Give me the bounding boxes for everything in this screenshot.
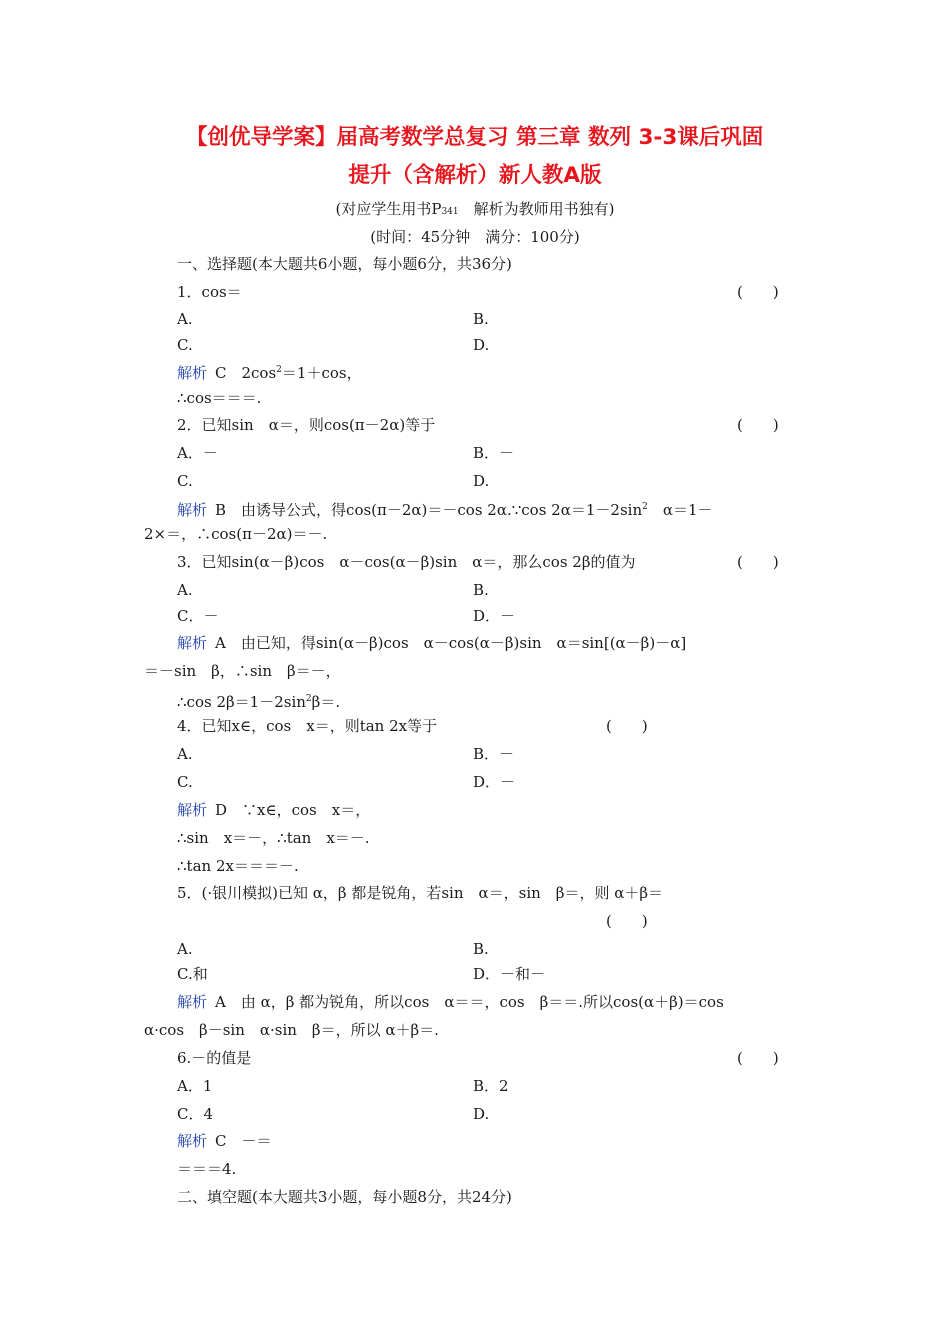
q5-analysis-line-1: 解析 A 由 α，β 都为锐角，所以cos α＝＝，cos β＝＝.所以cos(α＋β)＝cos bbox=[177, 993, 724, 1011]
q2-option-c: C. bbox=[177, 472, 193, 490]
q1-option-b: B. bbox=[473, 310, 489, 328]
q4-option-d: D．－ bbox=[473, 773, 516, 791]
document-title-line-2: 提升（含解析）新人教A版 bbox=[348, 163, 602, 188]
q2-option-b: B．－ bbox=[473, 444, 515, 462]
usage-note: (对应学生用书P341 解析为教师用书独有) bbox=[335, 200, 615, 218]
q6-option-b: B．2 bbox=[473, 1077, 509, 1095]
q4-answer-bracket: ( ) bbox=[606, 717, 648, 735]
q4-analysis-line-1: 解析 D ∵x∈，cos x＝， bbox=[177, 801, 371, 819]
q6-analysis-line-2: ＝＝＝4. bbox=[177, 1160, 237, 1178]
q3-analysis-line-3: ∴cos $2\beta=1-2\sin^2\beta=$. bbox=[177, 693, 341, 711]
q3-option-b: B. bbox=[473, 581, 489, 599]
time-note: (时间：45分钟 满分：100分) bbox=[370, 228, 580, 246]
q6-analysis-line-1: 解析 C －＝ bbox=[177, 1132, 272, 1150]
q1-option-c: C. bbox=[177, 336, 193, 354]
q3-analysis-line-1: 解析 A 由已知，得sin(α－β)cos α－cos(α－β)sin α＝sin[(α－β)－α] bbox=[177, 634, 687, 652]
q2-analysis-line-2: 2×＝，∴cos(π－2α)＝－. bbox=[144, 525, 328, 543]
q6-stem: 6.－的值是 bbox=[177, 1049, 252, 1067]
q3-option-d: D．－ bbox=[473, 607, 516, 625]
q2-stem: 2．已知sin α＝，则cos(π－2α)等于 bbox=[177, 416, 436, 434]
section-1-heading: 一、选择题(本大题共6小题，每小题6分，共36分) bbox=[177, 255, 512, 273]
q6-option-c: C．4 bbox=[177, 1105, 214, 1123]
q5-option-b: B. bbox=[473, 940, 489, 958]
q6-answer-bracket: ( ) bbox=[737, 1049, 779, 1067]
q5-option-c: C.和 bbox=[177, 965, 208, 983]
q3-answer-bracket: ( ) bbox=[737, 553, 779, 571]
q5-analysis-line-2: α·cos β－sin α·sin β＝，所以 α＋β＝. bbox=[144, 1021, 439, 1039]
q1-option-d: D. bbox=[473, 336, 490, 354]
q1-answer-bracket: ( ) bbox=[737, 283, 779, 301]
q4-analysis-line-3: ∴tan 2x＝＝＝－. bbox=[177, 857, 299, 875]
q1-analysis-line-1: 解析 C $2\cos^2=1+\cos$， bbox=[177, 364, 362, 382]
section-2-heading: 二、填空题(本大题共3小题，每小题8分，共24分) bbox=[177, 1188, 512, 1206]
q1-analysis-line-2: ∴cos＝＝＝. bbox=[177, 389, 262, 407]
q5-option-d: D．－和－ bbox=[473, 965, 546, 983]
q4-analysis-line-2: ∴sin x＝－，∴tan x＝－. bbox=[177, 829, 370, 847]
document-title-line-1: 【创优导学案】届高考数学总复习 第三章 数列 3-3课后巩固 bbox=[186, 125, 764, 150]
q1-stem: 1．cos＝ bbox=[177, 283, 242, 301]
q5-option-a: A. bbox=[177, 940, 193, 958]
q5-stem: 5．(·银川模拟)已知 α，β 都是锐角，若sin α＝，sin β＝，则 α＋β＝ bbox=[177, 884, 664, 902]
q3-option-a: A. bbox=[177, 581, 193, 599]
q4-option-c: C. bbox=[177, 773, 193, 791]
q2-answer-bracket: ( ) bbox=[737, 416, 779, 434]
q6-option-d: D. bbox=[473, 1105, 490, 1123]
q5-answer-bracket: ( ) bbox=[606, 912, 648, 930]
q2-analysis-line-1: 解析 B 由诱导公式，得cos(π－2α)＝－cos 2α.∵cos $2\alpha=1-2\sin^2$ α＝1－ bbox=[177, 501, 713, 519]
q2-option-d: D. bbox=[473, 472, 490, 490]
q3-analysis-line-2: ＝－sin β，∴sin β＝－， bbox=[144, 662, 341, 680]
q4-stem: 4．已知x∈，cos x＝，则tan 2x等于 bbox=[177, 717, 438, 735]
q2-option-a: A．－ bbox=[177, 444, 218, 462]
q6-option-a: A．1 bbox=[177, 1077, 213, 1095]
q3-stem: 3．已知sin(α－β)cos α－cos(α－β)sin α＝，那么cos 2β的值为 bbox=[177, 553, 636, 571]
q3-option-c: C．－ bbox=[177, 607, 219, 625]
q4-option-b: B．－ bbox=[473, 745, 515, 763]
q1-option-a: A. bbox=[177, 310, 193, 328]
q4-option-a: A. bbox=[177, 745, 193, 763]
